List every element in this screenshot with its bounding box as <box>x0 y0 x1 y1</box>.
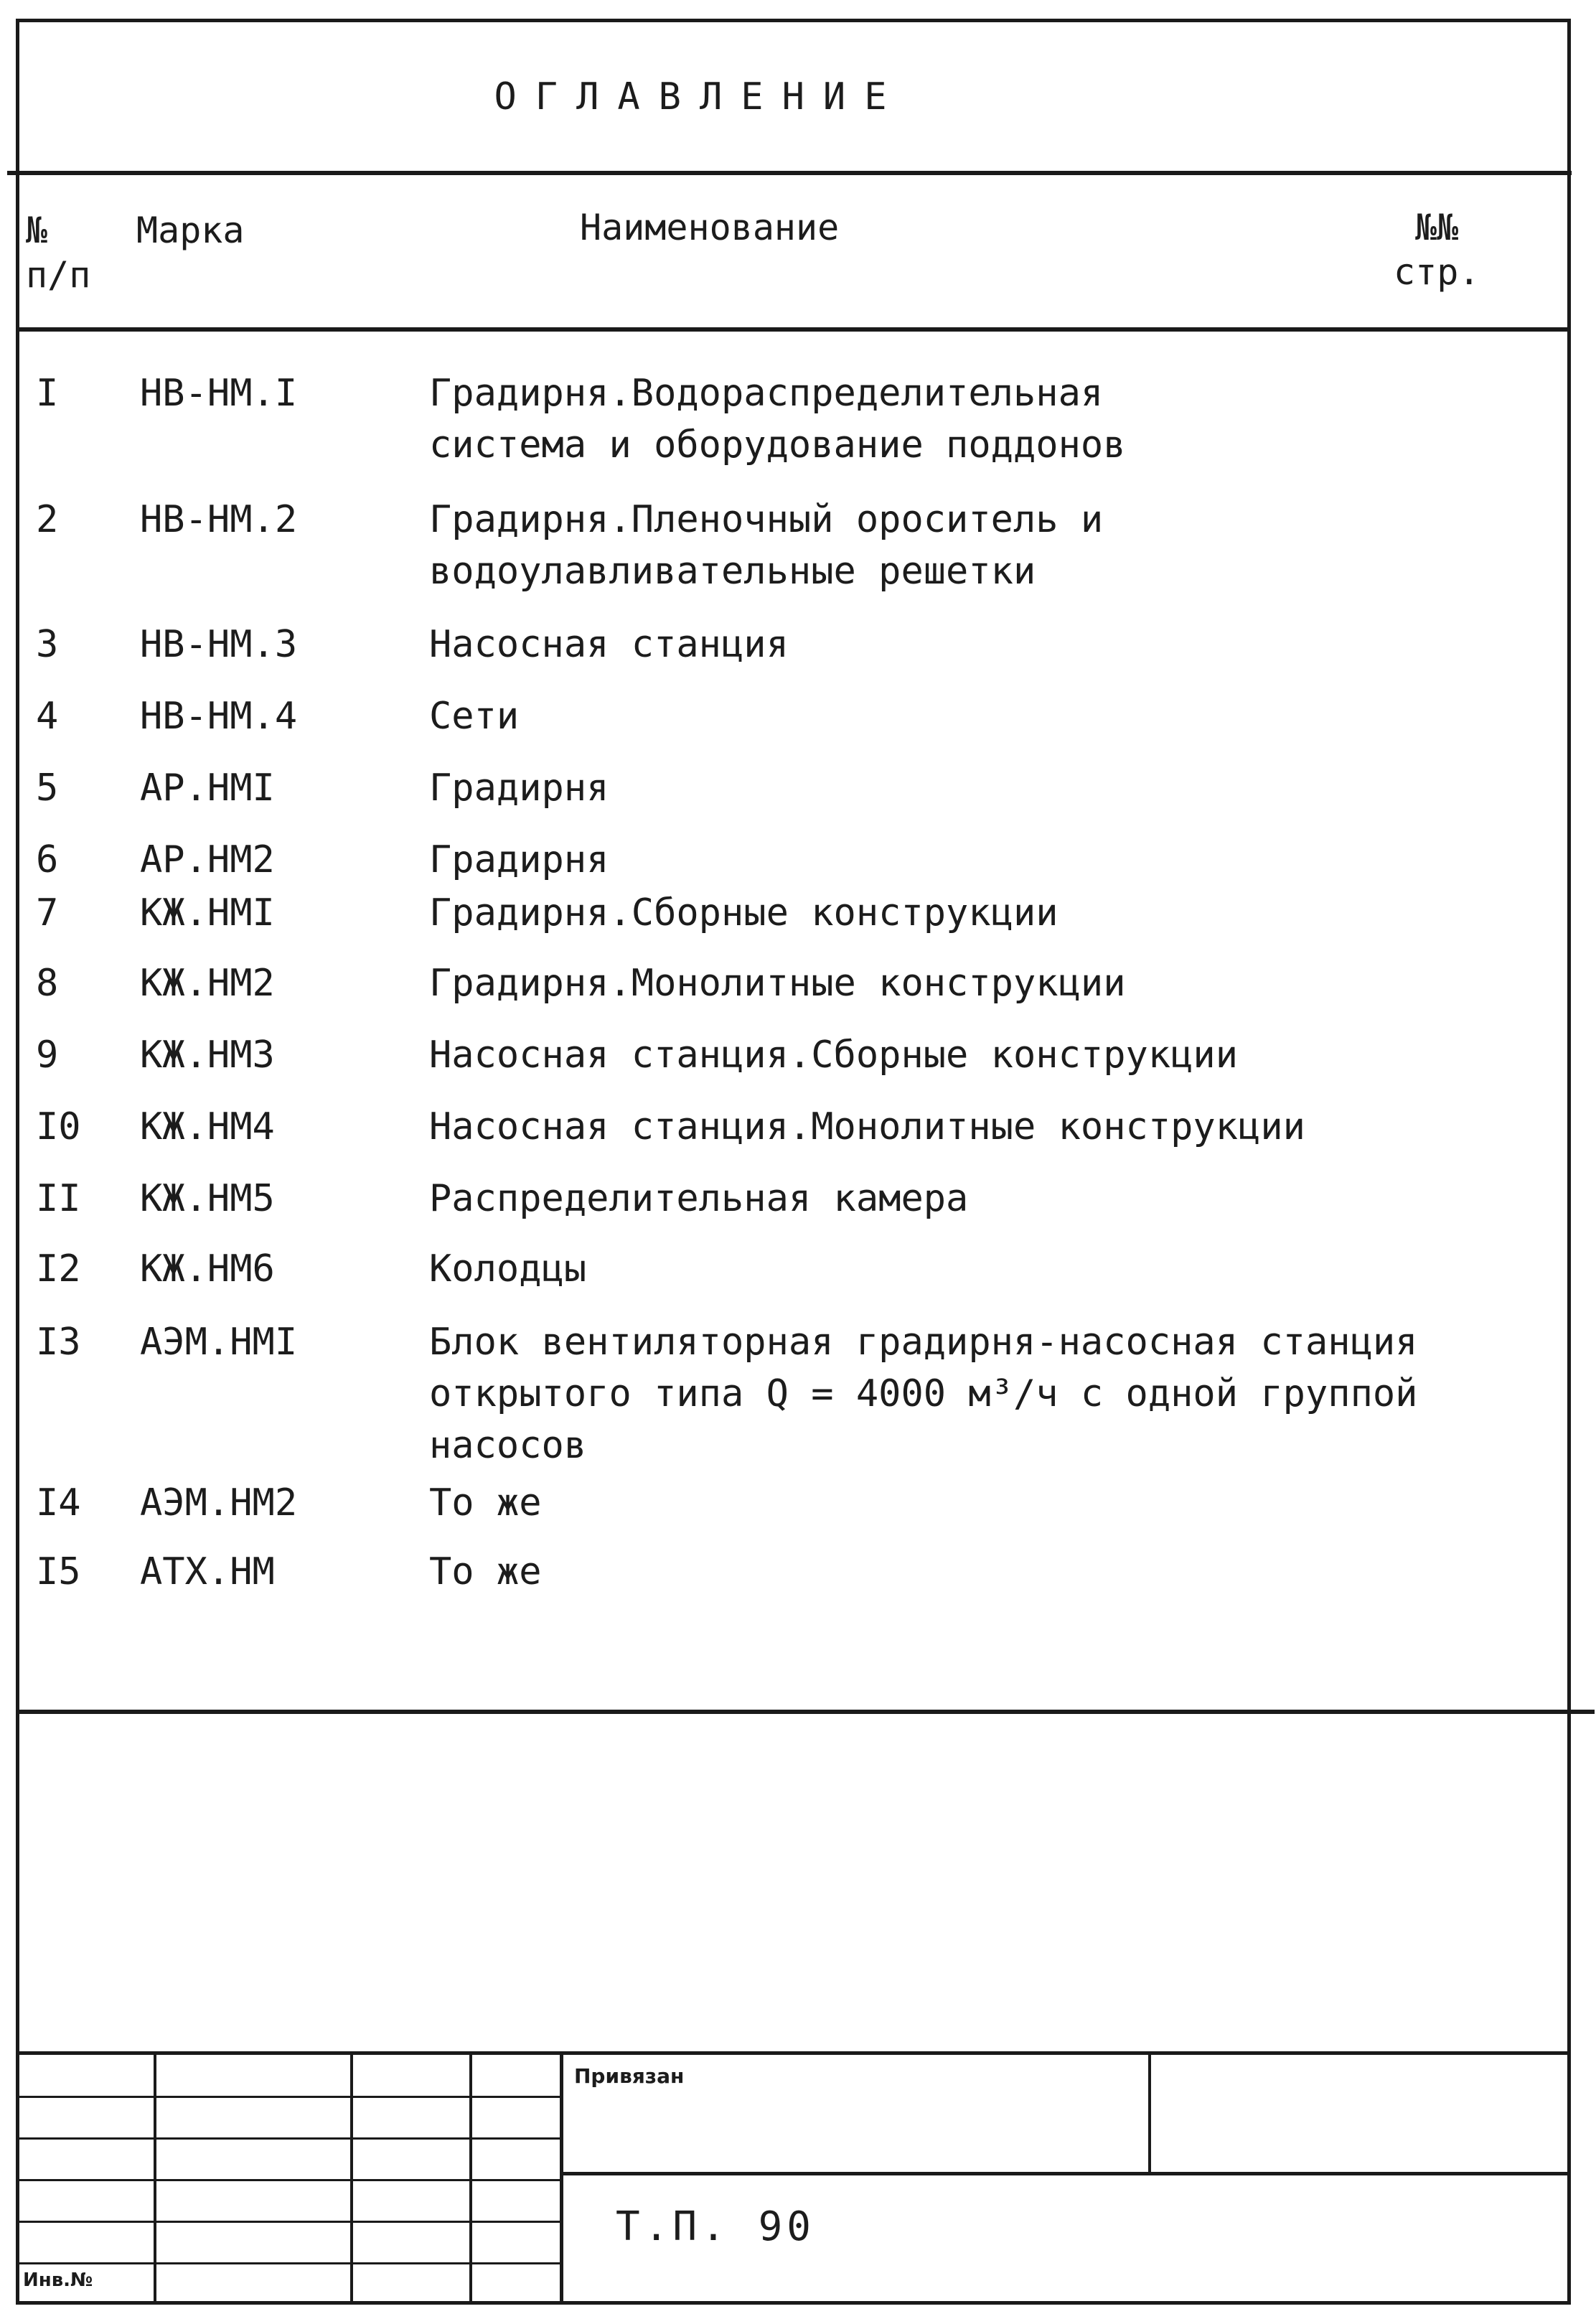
stamp-col-line <box>154 2051 156 2302</box>
row-mark: НВ-НМ.2 <box>140 498 298 541</box>
stamp-top-rule <box>16 2051 1571 2055</box>
row-name: Градирня.Монолитные конструкции <box>429 962 1126 1005</box>
row-mark: НВ-НМ.3 <box>140 623 298 666</box>
document-title: ОГЛАВЛЕНИЕ <box>494 75 906 118</box>
row-mark: КЖ.НМ4 <box>140 1105 275 1148</box>
row-name: Насосная станция <box>429 623 789 666</box>
frame-right <box>1567 19 1571 2304</box>
frame-top <box>16 19 1571 22</box>
column-header-name: Наименование <box>580 207 840 248</box>
column-header-page: №№ стр. <box>1394 207 1480 293</box>
row-mark: АЭМ.НМ2 <box>140 1481 298 1524</box>
stamp-document-code: Т.П. 90 <box>616 2203 816 2250</box>
stamp-bound-label: Привязан <box>574 2064 685 2088</box>
row-name: Блок вентиляторная градирня-насосная станция открытого типа Q = 4000 м³/ч с одной группой насосов <box>429 1321 1418 1467</box>
header-top-rule <box>7 171 1572 175</box>
row-name: Градирня.Сборные конструкции <box>429 891 1058 934</box>
row-number: I3 <box>36 1321 81 1364</box>
row-number: 8 <box>36 962 59 1005</box>
row-number: 6 <box>36 838 59 881</box>
row-name: Градирня.Пленочный ороситель и водоулавливательные решетки <box>429 498 1104 593</box>
row-number: I2 <box>36 1247 81 1290</box>
header-bottom-rule <box>16 327 1571 332</box>
row-name: Колодцы <box>429 1247 587 1290</box>
stamp-right-divider <box>560 2172 1571 2175</box>
row-mark: НВ-НМ.4 <box>140 695 298 738</box>
stamp-col-line <box>469 2051 472 2302</box>
table-end-rule <box>16 1710 1595 1714</box>
row-number: 7 <box>36 891 59 934</box>
row-mark: АТХ.НМ <box>140 1550 275 1593</box>
row-number: 4 <box>36 695 59 738</box>
frame-bottom <box>16 2301 1571 2305</box>
row-number: I5 <box>36 1550 81 1593</box>
row-name: Насосная станция.Монолитные конструкции <box>429 1105 1305 1148</box>
row-number: I <box>36 372 59 415</box>
row-name: Насосная станция.Сборные конструкции <box>429 1034 1239 1077</box>
row-number: II <box>36 1177 81 1220</box>
row-name: Градирня.Водораспределительная система и оборудование поддонов <box>429 372 1126 467</box>
row-number: 9 <box>36 1034 59 1077</box>
row-number: 2 <box>36 498 59 541</box>
row-mark: КЖ.НМ3 <box>140 1034 275 1077</box>
row-mark: АЭМ.НМI <box>140 1321 298 1364</box>
row-mark: АР.НМ2 <box>140 838 275 881</box>
row-mark: КЖ.НМ2 <box>140 962 275 1005</box>
row-number: 5 <box>36 767 59 810</box>
row-name: Распределительная камера <box>429 1177 969 1220</box>
stamp-row-line <box>16 2096 561 2098</box>
stamp-row-line <box>16 2221 561 2223</box>
stamp-col-line <box>1148 2051 1151 2173</box>
frame-left <box>16 19 19 2304</box>
row-name: То же <box>429 1481 542 1524</box>
stamp-row-line <box>16 2262 561 2264</box>
row-mark: АР.НМI <box>140 767 275 810</box>
row-name: Градирня <box>429 767 609 810</box>
row-name: Сети <box>429 695 520 738</box>
row-number: I4 <box>36 1481 81 1524</box>
column-header-mark: Марка <box>136 210 245 251</box>
row-mark: НВ-НМ.I <box>140 372 298 415</box>
row-mark: КЖ.НМ6 <box>140 1247 275 1290</box>
row-mark: КЖ.НМI <box>140 891 275 934</box>
stamp-col-line <box>350 2051 353 2302</box>
row-number: I0 <box>36 1105 81 1148</box>
column-header-number: № п/п <box>26 210 91 296</box>
row-number: 3 <box>36 623 59 666</box>
stamp-row-line <box>16 2137 561 2140</box>
stamp-col-line <box>560 2051 563 2302</box>
stamp-inventory-label: Инв.№ <box>23 2269 93 2291</box>
row-mark: КЖ.НМ5 <box>140 1177 275 1220</box>
row-name: Градирня <box>429 838 609 881</box>
row-name: То же <box>429 1550 542 1593</box>
stamp-row-line <box>16 2179 561 2181</box>
